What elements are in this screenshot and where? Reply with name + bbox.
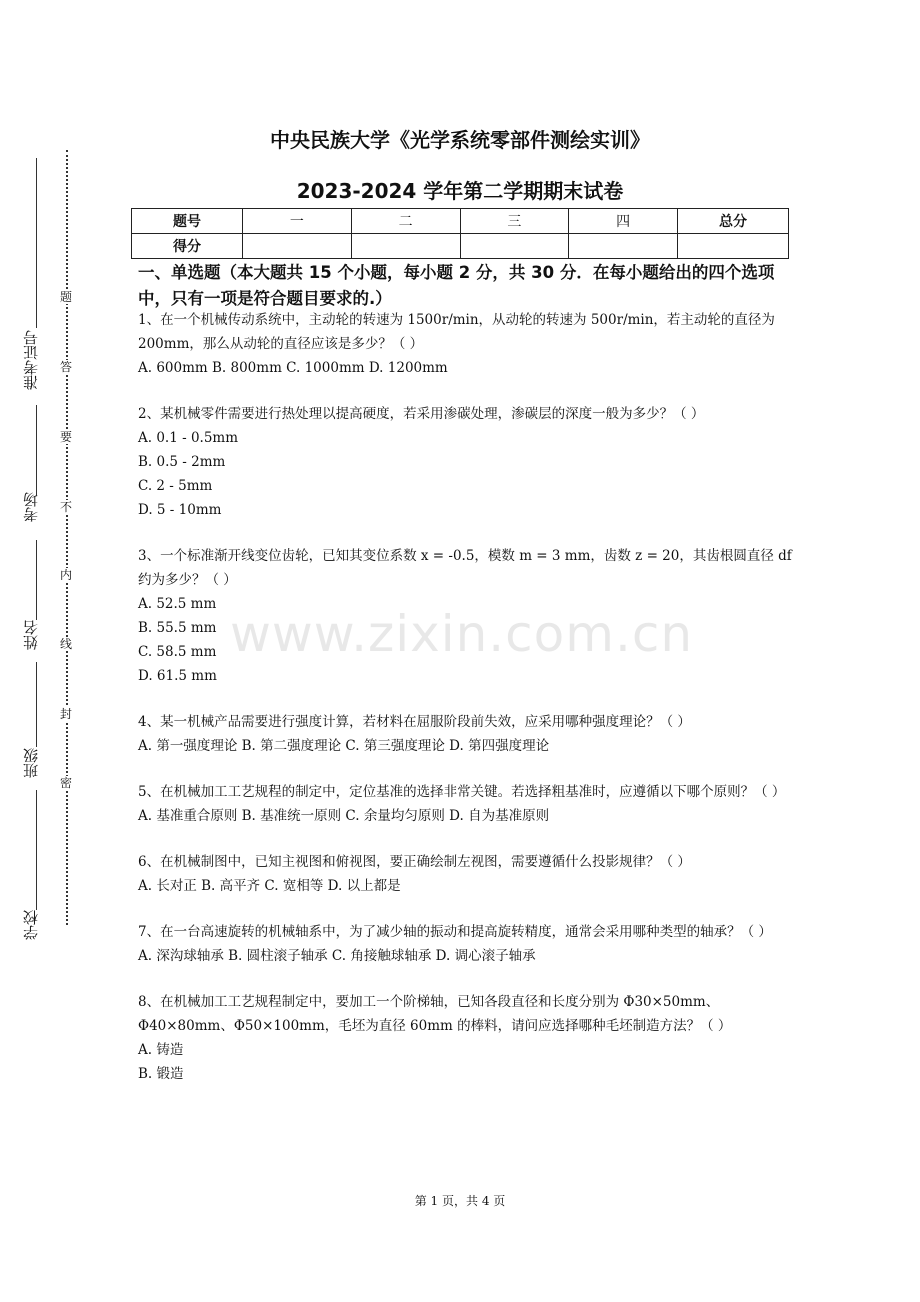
question-options: A. 600mm B. 800mm C. 1000mm D. 1200mm (138, 360, 448, 376)
field-underline (36, 790, 37, 910)
field-underline (36, 540, 37, 620)
question-item (138, 990, 798, 1086)
option-c: C. 58.5 mm (138, 644, 217, 660)
score-cell: 题号 (132, 209, 243, 234)
score-cell: 一 (243, 209, 352, 234)
binding-dotted-line (66, 150, 68, 925)
seal-char: 答 (60, 360, 73, 374)
question-text: 2、某机械零件需要进行热处理以提高硬度，若采用渗碳处理，渗碳层的深度一般为多少？（ ） (138, 406, 705, 422)
option-b: B. 锻造 (138, 1066, 184, 1082)
seal-char: 线 (60, 637, 73, 651)
score-table (131, 208, 789, 259)
question-options: A. 基准重合原则 B. 基准统一原则 C. 余量均匀原则 D. 自为基准原则 (138, 808, 550, 824)
score-cell: 二 (351, 209, 460, 234)
seal-char: 封 (60, 707, 73, 721)
option-d: D. 5 - 10mm (138, 502, 222, 518)
name-label: 姓名 (22, 620, 40, 650)
school-label: 学校 (22, 910, 40, 940)
field-underline (36, 405, 37, 495)
exam-title: 中央民族大学《光学系统零部件测绘实训》 (270, 128, 650, 152)
score-blank[interactable] (569, 234, 678, 259)
question-text: 1、在一个机械传动系统中，主动轮的转速为 1500r/min，从动轮的转速为 500r/min，若主动轮的直径为 200mm，那么从动轮的直径应该是多少？（ ） (138, 312, 775, 352)
score-blank[interactable] (351, 234, 460, 259)
question-item (138, 308, 798, 380)
option-d: D. 61.5 mm (138, 668, 217, 684)
question-text: 4、某一机械产品需要进行强度计算，若材料在屈服阶段前失效，应采用哪种强度理论？（ ） (138, 714, 691, 730)
watermark: www.zixin.com.cn (230, 605, 694, 663)
question-item (138, 402, 798, 522)
question-options: A. 第一强度理论 B. 第二强度理论 C. 第三强度理论 D. 第四强度理论 (138, 738, 550, 754)
seal-char: 不 (60, 500, 73, 514)
exam-id-label: 准考证号 (22, 330, 40, 390)
question-item (138, 710, 798, 758)
page-footer: 第 1 页，共 4 页 (414, 1194, 506, 1208)
field-underline (36, 662, 37, 747)
option-a: A. 0.1 - 0.5mm (138, 430, 239, 446)
question-text: 8、在机械加工工艺规程制定中，要加工一个阶梯轴，已知各段直径和长度分别为 Φ30×50mm、Φ40×80mm、Φ50×100mm，毛坯为直径 60mm 的棒料，请问应选择哪种毛坯制造方法？（ ） (138, 994, 732, 1034)
option-c: C. 2 - 5mm (138, 478, 213, 494)
question-item (138, 850, 798, 898)
option-a: A. 铸造 (138, 1042, 184, 1058)
question-options: A. 深沟球轴承 B. 圆柱滚子轴承 C. 角接触球轴承 D. 调心滚子轴承 (138, 948, 536, 964)
option-a: A. 52.5 mm (138, 596, 217, 612)
exam-room-label: 考场 (22, 492, 40, 522)
seal-char: 题 (60, 290, 73, 304)
score-blank[interactable] (460, 234, 569, 259)
question-list (138, 308, 798, 1108)
score-cell: 三 (460, 209, 569, 234)
score-cell: 得分 (132, 234, 243, 259)
question-text: 6、在机械制图中，已知主视图和俯视图，要正确绘制左视图，需要遵循什么投影规律？（ ） (138, 854, 691, 870)
section-heading: 一、单选题（本大题共 15 个小题，每小题 2 分，共 30 分．在每小题给出的四个选项中，只有一项是符合题目要求的.） (138, 263, 775, 308)
score-blank[interactable] (678, 234, 789, 259)
question-item (138, 920, 798, 968)
question-options: A. 长对正 B. 高平齐 C. 宽相等 D. 以上都是 (138, 878, 401, 894)
question-text: 5、在机械加工工艺规程的制定中，定位基准的选择非常关键。若选择粗基准时，应遵循以下哪个原则？（ ） (138, 784, 786, 800)
option-b: B. 55.5 mm (138, 620, 217, 636)
score-blank[interactable] (243, 234, 352, 259)
score-table-score-row (132, 234, 789, 259)
seal-char: 密 (60, 776, 73, 790)
question-item (138, 780, 798, 828)
class-label: 班级 (22, 748, 40, 778)
seal-char: 内 (60, 568, 73, 582)
score-cell: 四 (569, 209, 678, 234)
seal-char: 要 (60, 430, 73, 444)
score-table-header-row (132, 209, 789, 234)
score-cell: 总分 (678, 209, 789, 234)
exam-subtitle: 2023-2024 学年第二学期期末试卷 (296, 179, 624, 203)
option-b: B. 0.5 - 2mm (138, 454, 226, 470)
question-text: 7、在一台高速旋转的机械轴系中，为了减少轴的振动和提高旋转精度，通常会采用哪种类型的轴承？（ ） (138, 924, 772, 940)
question-text: 3、一个标准渐开线变位齿轮，已知其变位系数 x = -0.5，模数 m = 3 mm，齿数 z = 20，其齿根圆直径 df 约为多少？（ ） (138, 548, 792, 588)
